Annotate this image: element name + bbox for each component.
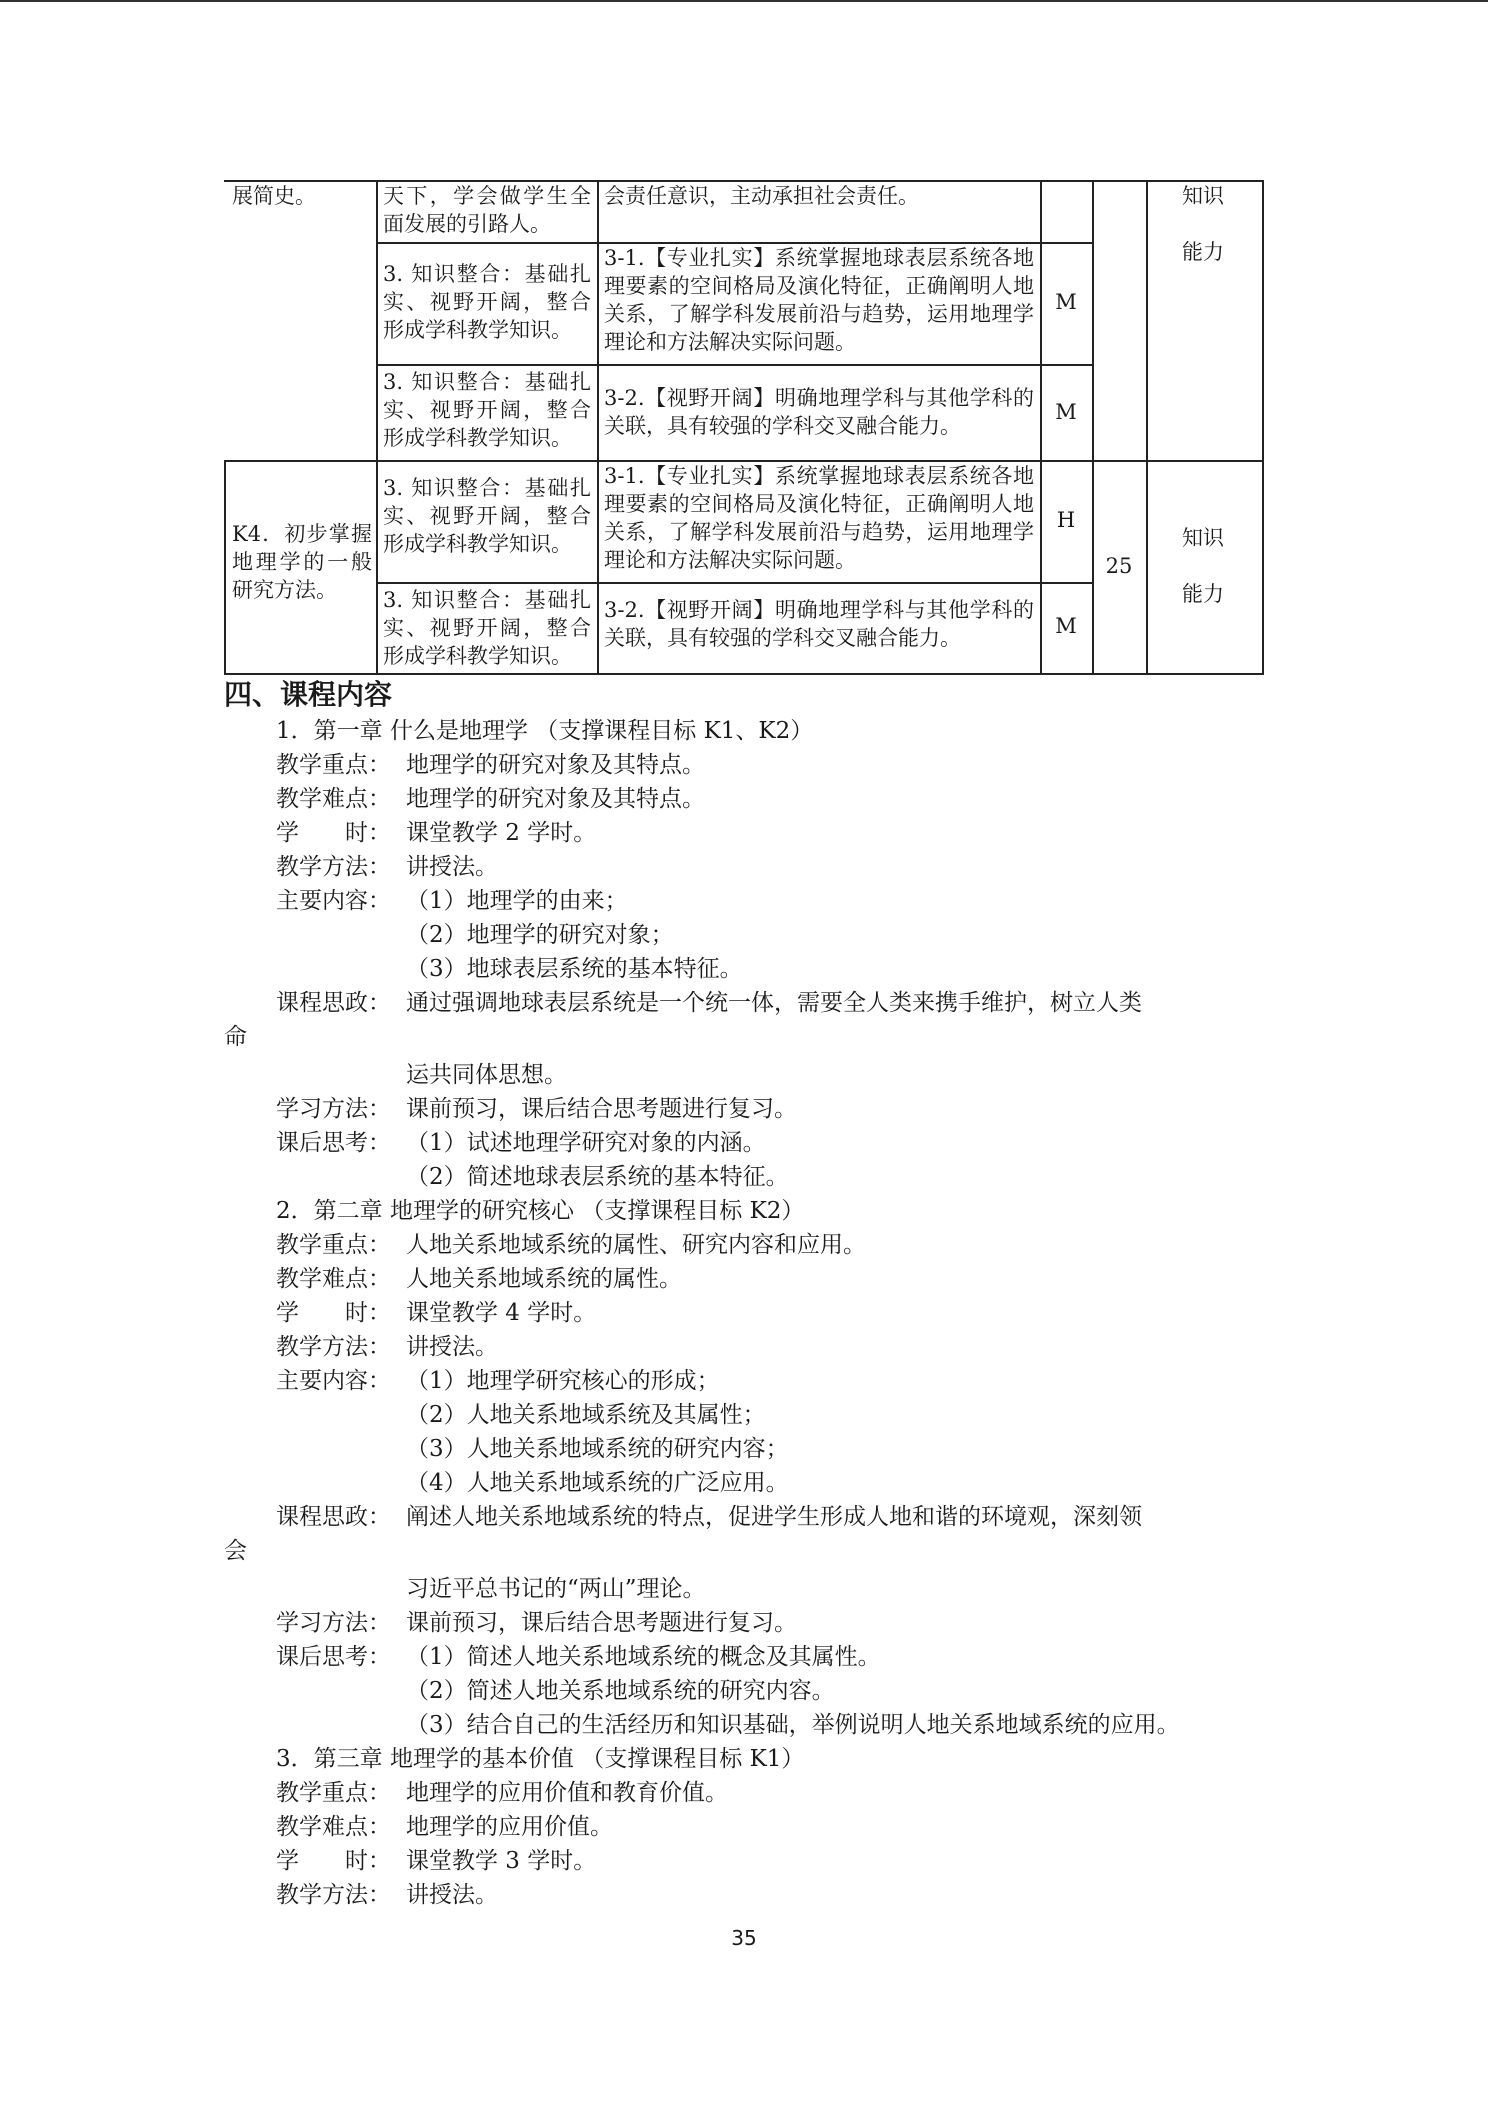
ideology-line <box>224 1500 1264 1534</box>
method-line <box>224 1330 1264 1364</box>
table-cell: 能力 <box>1182 582 1224 606</box>
key-point-line <box>224 1228 1264 1262</box>
field-label: 教学难点： <box>276 1266 391 1292</box>
difficulty-line <box>224 1810 1264 1844</box>
list-item: （2）地理学的研究对象； <box>406 922 674 948</box>
chapter-title: 3．第三章 地理学的基本价值 （支撑课程目标 K1） <box>276 1746 805 1772</box>
field-label: 教学重点： <box>276 1232 391 1258</box>
field-value: 地理学的应用价值。 <box>406 1814 613 1840</box>
course-content <box>224 714 1264 1912</box>
list-item: （2）简述人地关系地域系统的研究内容。 <box>406 1678 835 1704</box>
table-cell: 3-2.【视野开阔】明确地理学科与其他学科的关联，具有较强的学科交叉融合能力。 <box>604 386 1034 438</box>
table-cell: M <box>1055 400 1077 424</box>
table-cell: 展简史。 <box>232 184 316 208</box>
field-label: 学习方法： <box>276 1610 391 1636</box>
field-label: 教学方法： <box>276 1882 391 1908</box>
table-cell: 天下，学会做学生全面发展的引路人。 <box>383 184 591 236</box>
list-item: （2）简述地球表层系统的基本特征。 <box>406 1164 789 1190</box>
field-value: 课堂教学 2 学时。 <box>406 820 597 846</box>
ideology-line <box>224 986 1264 1020</box>
table-border <box>1040 180 1042 674</box>
table-border <box>376 180 378 674</box>
hours-line <box>224 1296 1264 1330</box>
field-label: 主要内容： <box>276 888 391 914</box>
table-cell: 知识 <box>1182 526 1224 550</box>
content-line <box>224 1364 1264 1398</box>
table-cell: 3-2.【视野开阔】明确地理学科与其他学科的关联，具有较强的学科交叉融合能力。 <box>604 598 1034 650</box>
field-label: 学 时： <box>276 820 391 846</box>
list-item: （3）人地关系地域系统的研究内容； <box>406 1436 789 1462</box>
list-item: （1）地理学研究核心的形成； <box>406 1368 720 1394</box>
list-item: （3）结合自己的生活经历和知识基础，举例说明人地关系地域系统的应用。 <box>406 1712 1180 1738</box>
table-border <box>224 460 226 674</box>
objectives-table <box>224 180 1264 674</box>
field-value: 地理学的研究对象及其特点。 <box>406 786 705 812</box>
table-border <box>1262 180 1264 674</box>
key-point-line <box>224 748 1264 782</box>
field-value: 讲授法。 <box>406 1882 498 1908</box>
field-label: 教学重点： <box>276 752 391 778</box>
field-value: 课前预习，课后结合思考题进行复习。 <box>406 1096 797 1122</box>
field-value: 人地关系地域系统的属性。 <box>406 1266 682 1292</box>
list-item: （1）地理学的由来； <box>406 888 628 914</box>
table-cell: 3. 知识整合：基础扎实、视野开阔，整合形成学科教学知识。 <box>383 262 591 342</box>
list-item: （2）人地关系地域系统及其属性； <box>406 1402 766 1428</box>
field-value: 阐述人地关系地域系统的特点，促进学生形成人地和谐的环境观，深刻领 <box>406 1504 1142 1530</box>
table-cell: 25 <box>1105 554 1133 578</box>
table-border <box>597 180 599 674</box>
field-label: 教学方法： <box>276 854 391 880</box>
field-value: 讲授法。 <box>406 854 498 880</box>
list-item: （3）地球表层系统的基本特征。 <box>406 956 743 982</box>
field-value: 地理学的研究对象及其特点。 <box>406 752 705 778</box>
field-value: 地理学的应用价值和教育价值。 <box>406 1780 728 1806</box>
table-cell: H <box>1056 508 1076 532</box>
field-label: 课程思政： <box>276 1504 391 1530</box>
table-border <box>376 582 1092 584</box>
hours-line <box>224 1844 1264 1878</box>
table-border <box>376 364 1092 366</box>
list-item: （1）试述地理学研究对象的内涵。 <box>406 1130 766 1156</box>
table-cell: 3. 知识整合：基础扎实、视野开阔，整合形成学科教学知识。 <box>383 588 591 668</box>
difficulty-line <box>224 1262 1264 1296</box>
chapter-title: 2．第二章 地理学的研究核心 （支撑课程目标 K2） <box>276 1198 805 1224</box>
field-label: 学 时： <box>276 1300 391 1326</box>
section-heading: 四、课程内容 <box>224 678 393 711</box>
field-label: 学习方法： <box>276 1096 391 1122</box>
content-line <box>224 884 1264 918</box>
table-cell: 知识 <box>1182 184 1224 208</box>
table-cell: 3. 知识整合：基础扎实、视野开阔，整合形成学科教学知识。 <box>383 370 591 450</box>
field-label: 教学方法： <box>276 1334 391 1360</box>
field-label: 课程思政： <box>276 990 391 1016</box>
field-value: 课前预习，课后结合思考题进行复习。 <box>406 1610 797 1636</box>
list-item: （1）简述人地关系地域系统的概念及其属性。 <box>406 1644 881 1670</box>
field-label: 学 时： <box>276 1848 391 1874</box>
think-line <box>224 1640 1264 1674</box>
table-cell: 3-1.【专业扎实】系统掌握地球表层系统各地理要素的空间格局及演化特征，正确阐明人地关系，了解学科发展前沿与趋势，运用地理学理论和方法解决实际问题。 <box>604 246 1034 354</box>
table-cell: 会责任意识，主动承担社会责任。 <box>604 184 919 208</box>
field-value: 课堂教学 4 学时。 <box>406 1300 597 1326</box>
hours-line <box>224 816 1264 850</box>
study-line <box>224 1092 1264 1126</box>
think-line <box>224 1126 1264 1160</box>
field-value: 通过强调地球表层系统是一个统一体，需要全人类来携手维护，树立人类 <box>406 990 1142 1016</box>
table-border <box>224 673 1264 675</box>
key-point-line <box>224 1776 1264 1810</box>
page-number: 35 <box>731 1926 757 1950</box>
field-label: 主要内容： <box>276 1368 391 1394</box>
method-line <box>224 850 1264 884</box>
table-cell: K4．初步掌握地理学的一般研究方法。 <box>232 522 372 602</box>
field-value: 命 <box>224 1024 247 1050</box>
field-value: 会 <box>224 1538 247 1564</box>
field-value: 习近平总书记的“两山”理论。 <box>406 1576 706 1602</box>
table-cell: 3. 知识整合：基础扎实、视野开阔，整合形成学科教学知识。 <box>383 476 591 556</box>
field-label: 课后思考： <box>276 1130 391 1156</box>
table-cell: M <box>1055 290 1077 314</box>
method-line <box>224 1878 1264 1912</box>
table-cell: 3-1.【专业扎实】系统掌握地球表层系统各地理要素的空间格局及演化特征，正确阐明人地关系，了解学科发展前沿与趋势，运用地理学理论和方法解决实际问题。 <box>604 464 1034 572</box>
field-label: 课后思考： <box>276 1644 391 1670</box>
table-cell: 能力 <box>1182 240 1224 264</box>
page-top-border <box>0 0 1488 2</box>
study-line <box>224 1606 1264 1640</box>
field-label: 教学重点： <box>276 1780 391 1806</box>
table-cell: M <box>1055 614 1077 638</box>
table-border <box>1146 180 1148 674</box>
list-item: （4）人地关系地域系统的广泛应用。 <box>406 1470 789 1496</box>
table-border <box>1092 180 1094 674</box>
chapter-title: 1．第一章 什么是地理学 （支撑课程目标 K1、K2） <box>276 718 814 744</box>
field-label: 教学难点： <box>276 786 391 812</box>
field-value: 运共同体思想。 <box>406 1062 567 1088</box>
field-value: 讲授法。 <box>406 1334 498 1360</box>
field-value: 课堂教学 3 学时。 <box>406 1848 597 1874</box>
difficulty-line <box>224 782 1264 816</box>
field-value: 人地关系地域系统的属性、研究内容和应用。 <box>406 1232 866 1258</box>
field-label: 教学难点： <box>276 1814 391 1840</box>
